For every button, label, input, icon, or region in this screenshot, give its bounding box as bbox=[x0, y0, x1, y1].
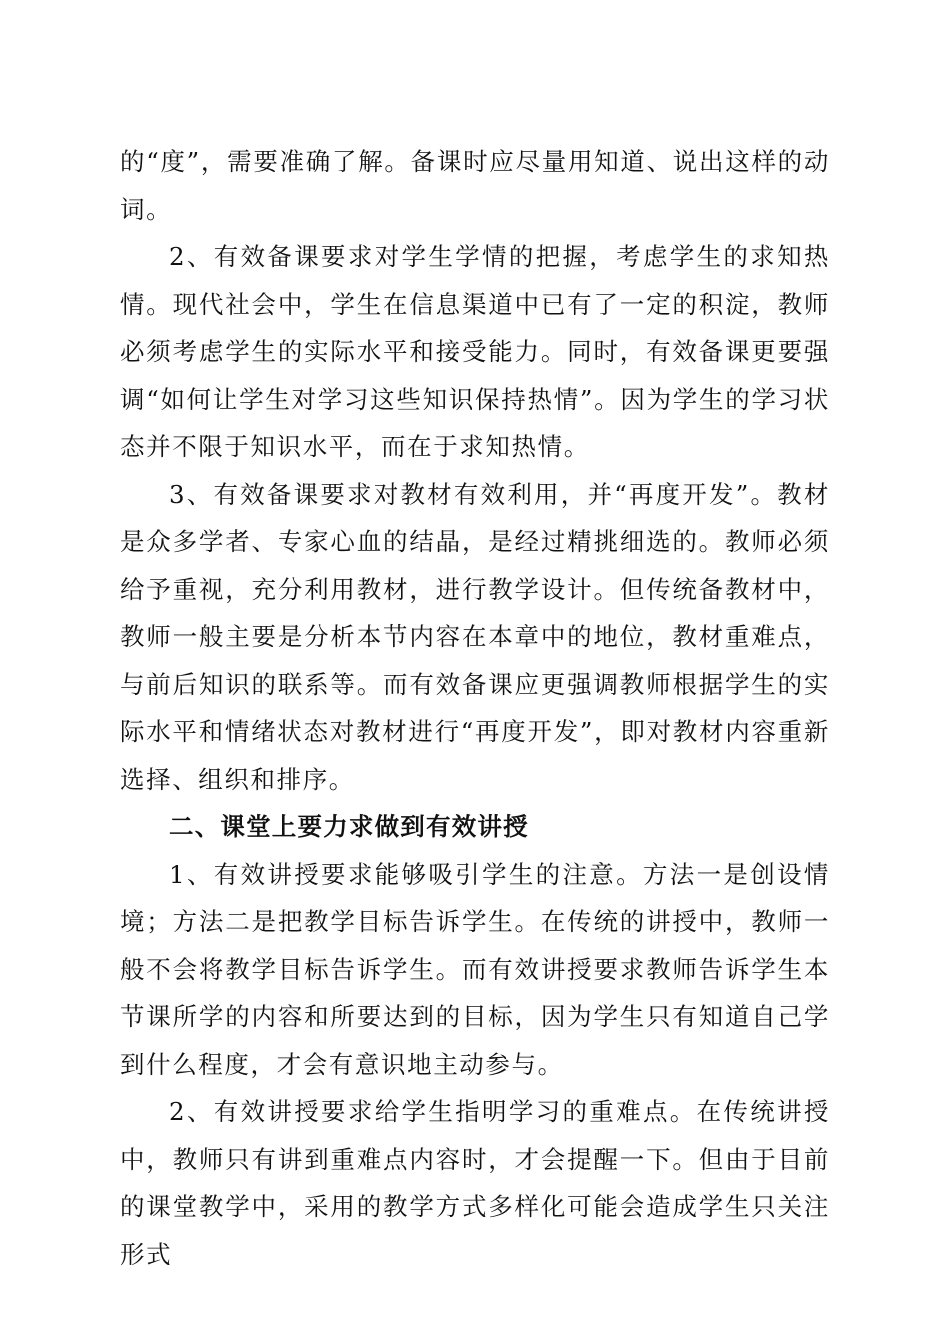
section-heading: 二、课堂上要力求做到有效讲授 bbox=[169, 812, 529, 841]
paragraph-continuation: 的“度”，需要准确了解。备课时应尽量用知道、说出这样的动词。 bbox=[120, 147, 830, 224]
paragraph-textbook-use: 3、有效备课要求对教材有效利用，并“再度开发”。教材是众多学者、专家心血的结晶，是经过精挑细选的。教师必须给予重视，充分利用教材，进行教学设计。但传统备教材中，教师一般主要是分析本节内容在本章中的地位，教材重难点，与前后知识的联系等。而有效备课应更强调教师根据学生的实际水平和情绪状态对教材进行“再度开发”，即对教材内容重新选择、组织和排序。 bbox=[120, 479, 830, 794]
paragraph-key-points: 2、有效讲授要求给学生指明学习的重难点。在传统讲授中，教师只有讲到重难点内容时，才会提醒一下。但由于目前的课堂教学中，采用的教学方式多样化可能会造成学生只关注形式 bbox=[120, 1097, 830, 1269]
paragraph-attention: 1、有效讲授要求能够吸引学生的注意。方法一是创设情境；方法二是把教学目标告诉学生。在传统的讲授中，教师一般不会将教学目标告诉学生。而有效讲授要求教师告诉学生本节课所学的内容和所要达到的目标，因为学生只有知道自己学到什么程度，才会有意识地主动参与。 bbox=[120, 859, 830, 1079]
document-body bbox=[120, 138, 830, 1278]
paragraph-student-situation: 2、有效备课要求对学生学情的把握，考虑学生的求知热情。现代社会中，学生在信息渠道中已有了一定的积淀，教师必须考虑学生的实际水平和接受能力。同时，有效备课更要强调“如何让学生对学习这些知识保持热情”。因为学生的学习状态并不限于知识水平，而在于求知热情。 bbox=[120, 242, 830, 461]
